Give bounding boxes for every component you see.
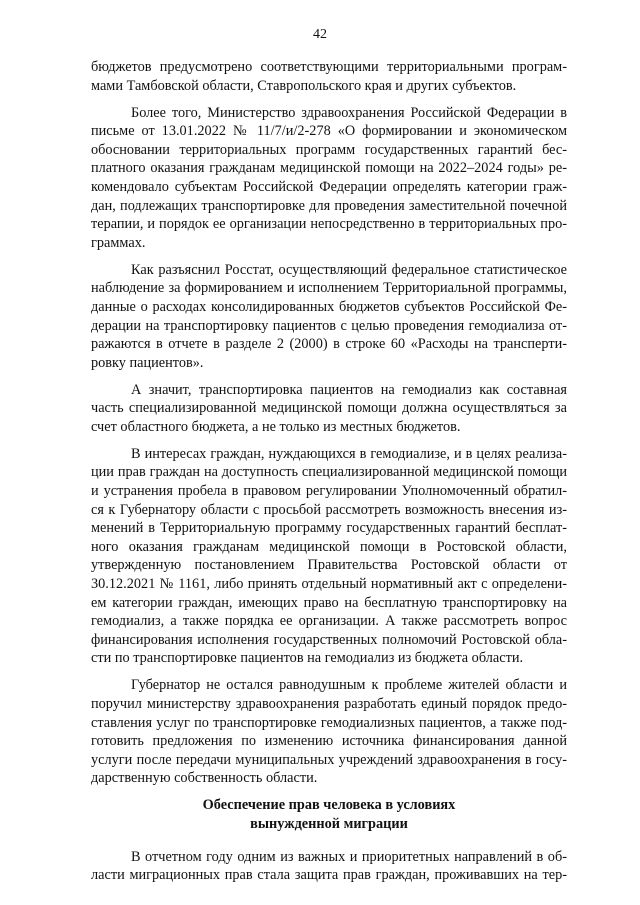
text-line: 30.12.2021 № 1161, либо принять отдельный нормативный акт с определени-: [91, 576, 567, 592]
text-line: счет областного бюджета, а не только из местных бюджетов.: [91, 418, 461, 435]
paragraph: [91, 445, 567, 668]
page-number: 42: [313, 27, 327, 42]
text-line: ся к Губернатору области с просьбой рассмотреть возможность внесения из-: [91, 501, 567, 518]
text-line: ции прав граждан на доступность специализированной медицинской помощи: [91, 464, 567, 481]
section-heading: [91, 796, 567, 833]
text-line: Более того, Министерство здравоохранения Российской Федерации в: [131, 104, 567, 121]
text-line: финансирования исполнения государственных полномочий Ростовской обла-: [91, 631, 567, 648]
text-line: граммах.: [91, 234, 146, 251]
text-line: А значит, транспортировка пациентов на гемодиализ как составная: [131, 381, 567, 398]
section-heading-line: вынужденной миграции: [250, 815, 408, 832]
text-line: и устранения пробела в правовом регулировании Уполномоченный обратил-: [91, 483, 567, 500]
paragraph: [91, 58, 567, 95]
text-line: ласти миграционных прав стала защита прав граждан, проживавших на тер-: [91, 867, 567, 884]
paragraph: [91, 848, 567, 885]
text-line: часть специализированной медицинской помощи должна осуществляться за: [91, 400, 567, 417]
paragraph: [91, 381, 567, 437]
text-line: наблюдение за формированием и исполнением Территориальной программы,: [91, 280, 567, 297]
text-line: ражаются в отчете в разделе 2 (2000) в строке 60 «Расходы на трансперти-: [91, 336, 567, 353]
text-line: дерации на транспортировку пациентов с целью проведения гемодиализа от-: [91, 317, 567, 334]
document-body: [91, 58, 567, 893]
paragraph: [91, 676, 567, 788]
text-line: письме от 13.01.2022 № 11/7/и/2-278 «О формировании и экономическом: [91, 123, 567, 140]
text-line: готовить предложения по изменению источника финансирования данной: [91, 733, 567, 750]
text-line: утвержденную постановлением Правительства Ростовской области от: [91, 557, 567, 574]
text-line: поручил министерству здравоохранения разработать единый порядок предо-: [91, 695, 567, 712]
paragraph: [91, 261, 567, 373]
text-line: менений в Территориальную программу государственных гарантий бесплат-: [91, 520, 567, 537]
text-line: терапии, и порядок ее организации непосредственно в территориальных про-: [91, 216, 567, 233]
text-line: дан, подлежащих транспортировке для проведения заместительной почечной: [91, 197, 567, 214]
text-line: В отчетном году одним из важных и приоритетных направлений в об-: [131, 848, 567, 865]
text-line: платного оказания гражданам медицинской помощи на 2022–2024 годы» ре-: [91, 160, 567, 177]
text-line: ровку пациентов».: [91, 354, 204, 371]
text-line: Губернатор не остался равнодушным к проблеме жителей области и: [131, 677, 567, 694]
text-line: Как разъяснил Росстат, осуществляющий федеральное статистическое: [131, 261, 567, 278]
text-line: бюджетов предусмотрено соответствующими территориальными програм-: [91, 59, 567, 75]
paragraph: [91, 104, 567, 253]
text-line: дарственную собственность области.: [91, 770, 318, 787]
text-line: ного оказания гражданам медицинской помощи в Ростовской области,: [91, 538, 567, 555]
text-line: услуги после передачи муниципальных учреждений здравоохранения в госу-: [91, 751, 567, 768]
section-heading-line: Обеспечение прав человека в условиях: [202, 797, 456, 814]
text-line: сти по транспортировке пациентов на гемодиализ из бюджета области.: [91, 650, 524, 667]
text-line: обосновании территориальных программ государственных гарантий бес-: [91, 141, 567, 158]
text-line: ем категории граждан, имеющих право на бесплатную транспортировку на: [91, 594, 567, 611]
text-line: комендовало субъектам Российской Федерации определять категории граж-: [91, 178, 567, 195]
text-line: данные о расходах консолидированных бюджетов субъектов Российской Фе-: [91, 298, 567, 315]
text-line: ставления услуг по транспортировке гемодиализных пациентов, а также под-: [91, 714, 567, 731]
text-line: В интересах граждан, нуждающихся в гемодиализе, и в целях реализа-: [131, 445, 567, 462]
text-line: гемодиализ, а также порядка ее организации. А также рассмотреть вопрос: [91, 613, 567, 630]
text-line: мами Тамбовской области, Ставропольского края и других субъектов.: [91, 77, 517, 94]
